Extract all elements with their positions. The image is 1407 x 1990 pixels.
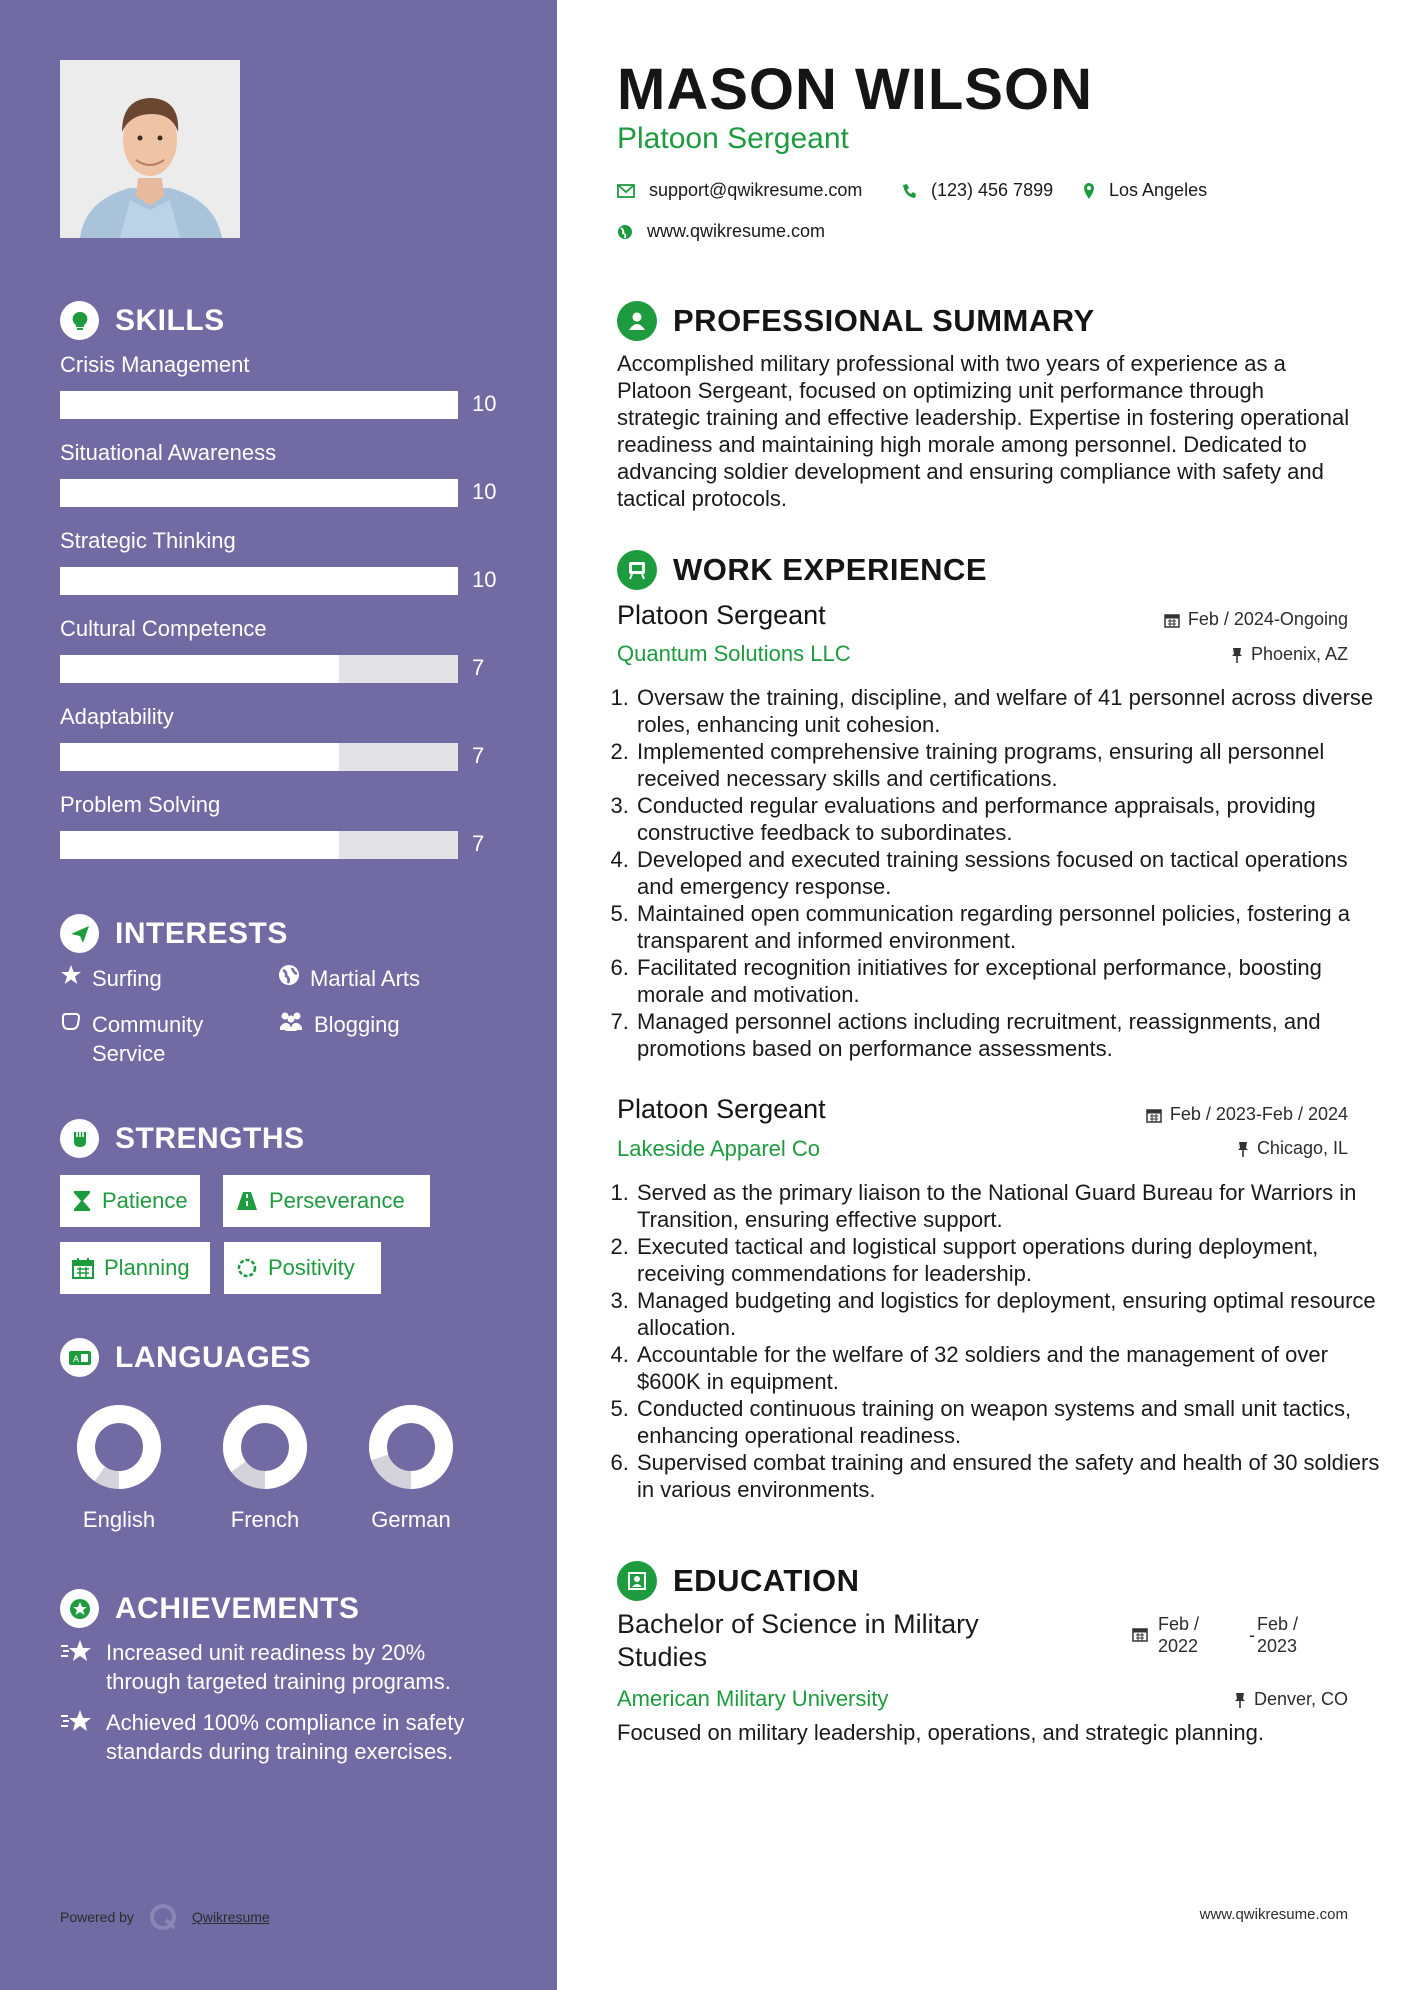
duty-item: 7. Managed personnel actions including recruitment, reassignments, and promotions based on performance assessments. xyxy=(635,1008,1385,1062)
svg-text:A: A xyxy=(72,1354,79,1365)
strength-badge: Patience xyxy=(60,1175,200,1227)
achievement-item: Achieved 100% compliance in safety standards during training exercises. xyxy=(60,1708,500,1766)
powered-by: Powered by Qwikresume xyxy=(60,1902,270,1932)
language-label: French xyxy=(230,1507,300,1532)
skill-bar-fill xyxy=(60,479,458,507)
map-pin-icon xyxy=(1083,182,1095,200)
skill-bar-fill xyxy=(60,655,339,683)
skill-bar xyxy=(60,479,458,507)
education-degree: Bachelor of Science in Military Studies xyxy=(617,1609,979,1672)
calendar-icon xyxy=(1132,1626,1148,1642)
calendar-icon xyxy=(1146,1107,1162,1123)
pushpin-icon xyxy=(1237,1141,1249,1157)
duty-item: 4. Developed and executed training sessions focused on tactical operations and emergency response. xyxy=(635,846,1385,900)
globe-icon xyxy=(278,964,300,993)
briefcase-icon xyxy=(617,550,657,590)
strength-badge: Positivity xyxy=(224,1242,381,1294)
duty-item: 6. Supervised combat training and ensured the safety and health of 30 soldiers in various environments. xyxy=(635,1449,1385,1503)
skill-bar-fill xyxy=(60,831,339,859)
skill-bar xyxy=(60,391,458,419)
interest-item: Community Service xyxy=(60,1010,240,1068)
globe-icon xyxy=(617,224,633,240)
job-duties xyxy=(608,1179,1385,1503)
duty-item: 2. Implemented comprehensive training programs, ensuring all personnel received necessary skills and certifications. xyxy=(635,738,1385,792)
skill-level: 10 xyxy=(472,567,497,592)
skill-bar-fill xyxy=(60,567,458,595)
candidate-title: Platoon Sergeant xyxy=(617,122,849,155)
award-star-icon xyxy=(60,1589,99,1628)
duty-item: 5. Maintained open communication regarding personnel policies, fostering a transparent and informed environment. xyxy=(635,900,1385,954)
education-end-date: Feb / 2023 xyxy=(1257,1614,1299,1656)
strength-badge: Planning xyxy=(60,1242,210,1294)
duty-item: 3. Conducted regular evaluations and performance appraisals, providing constructive feedback to subordinates. xyxy=(635,792,1385,846)
language-ring xyxy=(222,1404,308,1490)
website-link[interactable]: www.qwikresume.com xyxy=(647,221,826,241)
skill-level: 7 xyxy=(472,743,485,768)
star-burst-icon xyxy=(60,1708,94,1766)
duty-item: 4. Accountable for the welfare of 32 soldiers and the management of over $600K in equipment. xyxy=(635,1341,1385,1395)
contact-location: Los Angeles xyxy=(1083,180,1207,201)
profile-photo xyxy=(60,60,240,238)
interests-heading: INTERESTS xyxy=(60,914,288,953)
fist-icon xyxy=(60,1119,99,1158)
job-role: Platoon Sergeant xyxy=(617,600,826,630)
job-role: Platoon Sergeant xyxy=(617,1094,826,1124)
contact-phone: (123) 456 7899 xyxy=(901,180,1053,201)
skill-name: Situational Awareness xyxy=(60,440,277,465)
duty-item: 3. Managed budgeting and logistics for deployment, ensuring optimal resource allocation. xyxy=(635,1287,1385,1341)
sidebar xyxy=(0,0,557,1990)
skill-name: Crisis Management xyxy=(60,352,250,377)
duty-item: 2. Executed tactical and logistical support operations during deployment, receiving commendations for leadership. xyxy=(635,1233,1385,1287)
achievement-item: Increased unit readiness by 20% through targeted training programs. xyxy=(60,1638,500,1696)
pushpin-icon xyxy=(1231,647,1243,663)
job-dates: Feb / 2023-Feb / 2024 xyxy=(1146,1104,1348,1125)
skill-bar xyxy=(60,655,458,683)
duty-item: 6. Facilitated recognition initiatives for exceptional performance, boosting morale and motivation. xyxy=(635,954,1385,1008)
contact-email xyxy=(617,180,862,201)
star-burst-icon xyxy=(60,1638,94,1696)
skill-level: 7 xyxy=(472,655,485,680)
skill-name: Adaptability xyxy=(60,704,174,729)
skill-bar-fill xyxy=(60,391,458,419)
powered-brand-link[interactable]: Qwikresume xyxy=(191,1909,270,1925)
skill-bar-fill xyxy=(60,743,339,771)
graduation-cap-icon xyxy=(617,1561,657,1601)
skill-name: Problem Solving xyxy=(60,792,221,817)
people-icon xyxy=(278,1010,304,1039)
interest-item: Surfing xyxy=(60,964,162,993)
pushpin-icon xyxy=(1234,1692,1246,1708)
summary-heading: PROFESSIONAL SUMMARY xyxy=(617,301,1095,341)
envelope-icon xyxy=(617,184,635,198)
interest-item: Blogging xyxy=(278,1010,400,1039)
education-start-date: Feb / 2022 xyxy=(1158,1614,1200,1656)
language-icon xyxy=(60,1338,99,1377)
education-date-dash: - xyxy=(1249,1625,1255,1645)
job-location: Chicago, IL xyxy=(1237,1138,1348,1159)
paper-plane-icon xyxy=(60,914,99,953)
education-location: Denver, CO xyxy=(1234,1689,1348,1710)
duty-item: 1. Served as the primary liaison to the National Guard Bureau for Warriors in Transition, ensuring effective support. xyxy=(635,1179,1385,1233)
job-company: Quantum Solutions LLC xyxy=(617,641,851,666)
summary-text: Accomplished military professional with two years of experience as a Platoon Sergeant, focused on optimizing unit performance through strategic training and effective leadership. Expertise in fostering operational readiness and maintaining high morale among personnel. Dedicated to advancing soldier development and ensuring compliance with safety and tactical protocols. xyxy=(617,351,1350,511)
duty-item: 1. Oversaw the training, discipline, and welfare of 41 personnel across diverse roles, enhancing unit cohesion. xyxy=(635,684,1385,738)
star-icon xyxy=(60,964,82,993)
user-icon xyxy=(617,301,657,341)
road-icon xyxy=(235,1190,259,1212)
job-company: Lakeside Apparel Co xyxy=(617,1136,821,1161)
duty-item: 5. Conducted continuous training on weapon systems and small unit tactics, enhancing operational readiness. xyxy=(635,1395,1385,1449)
skills-heading: SKILLS xyxy=(60,301,225,340)
lightbulb-icon xyxy=(60,301,99,340)
skill-level: 10 xyxy=(472,391,497,416)
education-description: Focused on military leadership, operations, and strategic planning. xyxy=(617,1720,1264,1745)
phone-icon xyxy=(901,183,917,199)
skill-level: 7 xyxy=(472,831,485,856)
calendar-icon xyxy=(1164,612,1180,628)
language-ring xyxy=(368,1404,454,1490)
contact-website xyxy=(617,221,825,242)
strengths-heading: STRENGTHS xyxy=(60,1119,305,1158)
qwikresume-logo-icon xyxy=(148,1902,178,1932)
skill-name: Cultural Competence xyxy=(60,616,267,641)
interest-item: Martial Arts xyxy=(278,964,420,993)
footer-website[interactable]: www.qwikresume.com xyxy=(1199,1906,1348,1923)
job-duties xyxy=(608,684,1385,1062)
skill-bar xyxy=(60,743,458,771)
calendar-icon xyxy=(72,1257,94,1279)
language-label: German xyxy=(371,1507,451,1532)
language-ring-fill xyxy=(86,1414,152,1480)
education-school: American Military University xyxy=(617,1686,889,1711)
languages-heading: A LANGUAGES xyxy=(60,1338,311,1377)
education-heading: EDUCATION xyxy=(617,1561,859,1601)
strength-badge: Perseverance xyxy=(223,1175,430,1227)
language-ring xyxy=(76,1404,162,1490)
candidate-name: MASON WILSON xyxy=(617,57,1093,122)
language-label: English xyxy=(82,1507,156,1532)
hourglass-icon xyxy=(72,1190,92,1212)
skill-level: 10 xyxy=(472,479,497,504)
job-dates: Feb / 2024-Ongoing xyxy=(1164,609,1348,630)
experience-heading: WORK EXPERIENCE xyxy=(617,550,987,590)
circle-notch-icon xyxy=(236,1257,258,1279)
email-link[interactable]: support@qwikresume.com xyxy=(649,180,863,200)
skill-name: Strategic Thinking xyxy=(60,528,236,553)
achievements-heading: ACHIEVEMENTS xyxy=(60,1589,359,1628)
skill-bar xyxy=(60,831,458,859)
hand-icon xyxy=(60,1010,82,1068)
job-location: Phoenix, AZ xyxy=(1231,644,1348,665)
skill-bar xyxy=(60,567,458,595)
